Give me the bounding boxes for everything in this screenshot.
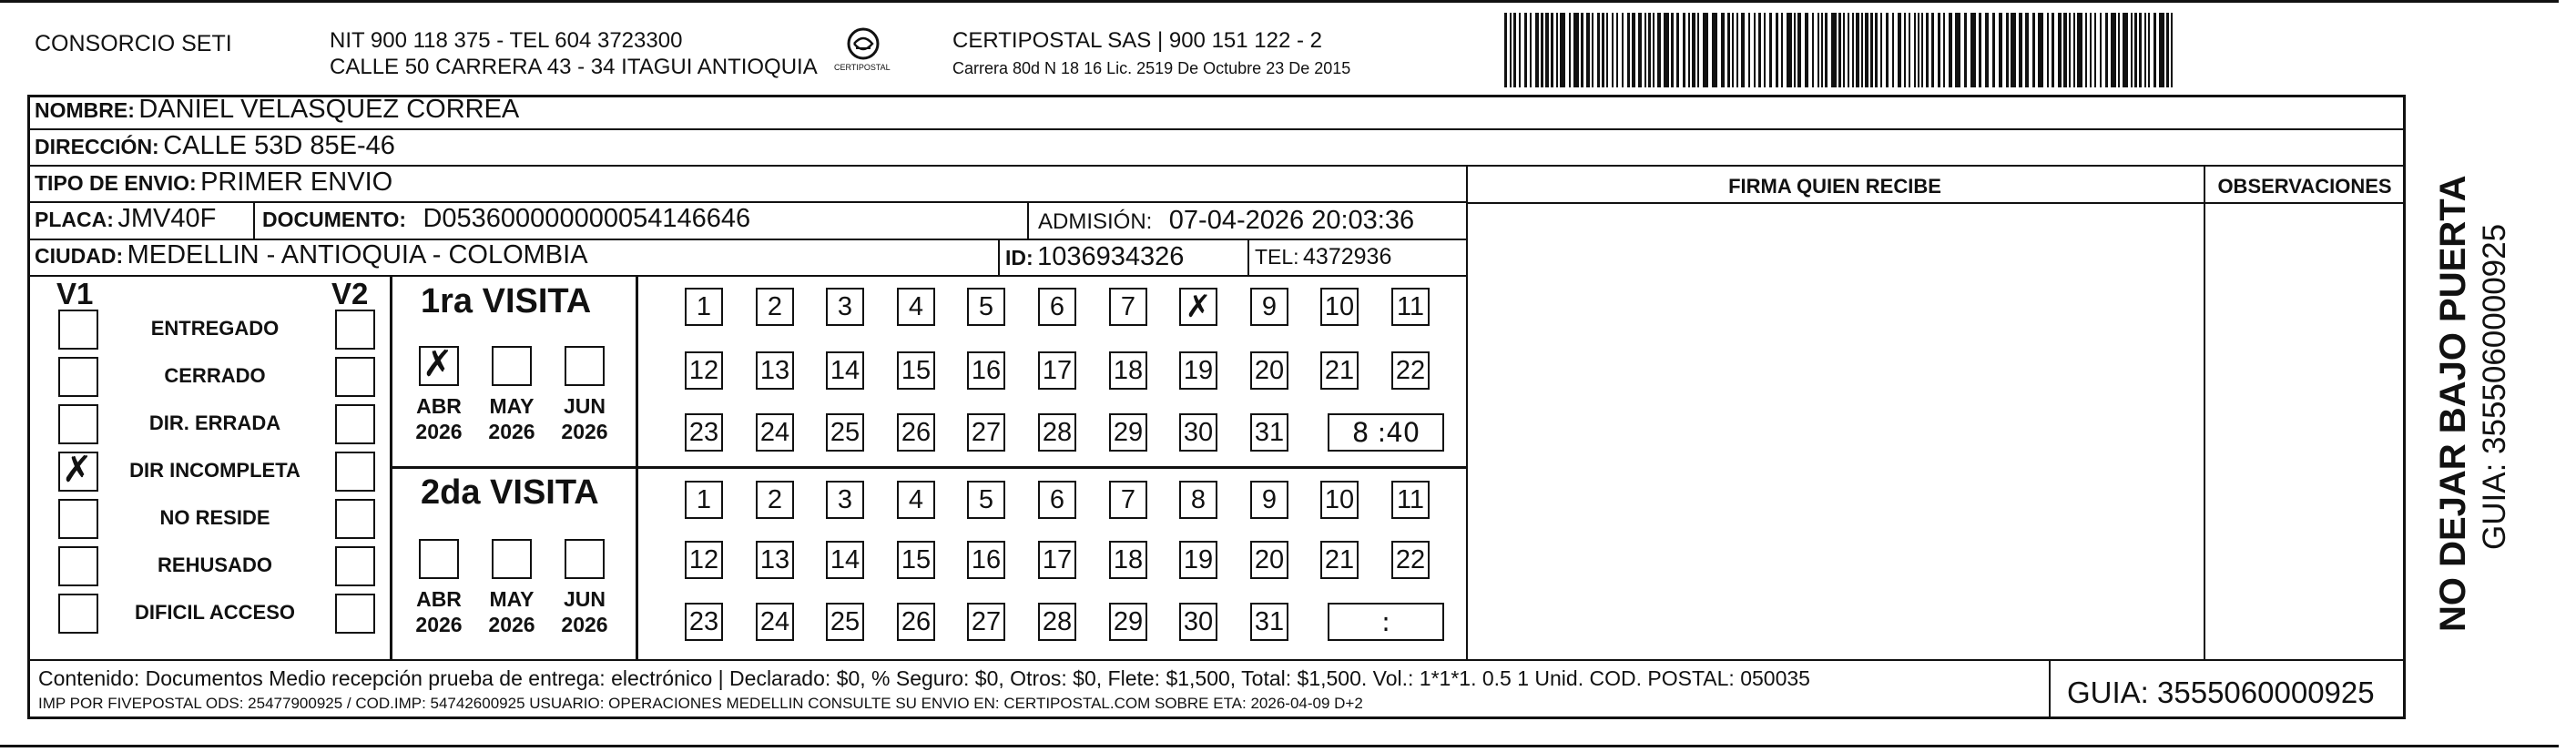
- barcode-bar: [2100, 13, 2102, 87]
- barcode-bar: [1843, 13, 1845, 87]
- barcode-bar: [1898, 13, 1901, 87]
- day-box[interactable]: 13: [756, 351, 794, 390]
- day-box[interactable]: 16: [967, 351, 1005, 390]
- observaciones-header: OBSERVACIONES: [2217, 175, 2392, 198]
- day-box[interactable]: 7: [1109, 288, 1147, 326]
- barcode-bar: [1586, 13, 1590, 87]
- nombre-row: [35, 97, 519, 123]
- v2-checkbox[interactable]: [335, 546, 375, 586]
- footer-guia-divider: [2049, 659, 2051, 719]
- barcode-bar: [1683, 13, 1685, 87]
- status-option-label: DIFICIL ACCESO: [134, 601, 295, 624]
- barcode-bar: [1535, 13, 1539, 87]
- placa-label: PLACA:: [35, 208, 114, 231]
- barcode-bar: [1875, 13, 1878, 87]
- barcode-bar: [1964, 13, 1967, 87]
- month-checkbox[interactable]: [419, 343, 459, 386]
- day-box[interactable]: 19: [1179, 541, 1217, 579]
- barcode-bar: [1622, 13, 1624, 87]
- tel-value: 4372936: [1303, 244, 1392, 269]
- barcode-bar: [1748, 13, 1750, 87]
- logo-text: CERTIPOSTAL: [834, 63, 891, 72]
- ciudad-value: MEDELLIN - ANTIOQUIA - COLOMBIA: [127, 240, 588, 269]
- barcode-bar: [2085, 13, 2087, 87]
- day-box[interactable]: 31: [1250, 413, 1288, 452]
- barcode-bar: [1712, 13, 1717, 87]
- day-box[interactable]: 13: [756, 541, 794, 579]
- barcode-bar: [1794, 13, 1796, 87]
- status-option-label: DIR INCOMPLETA: [129, 459, 300, 482]
- first-visit-title: 1ra VISITA: [421, 282, 592, 320]
- day-box[interactable]: 15: [897, 541, 935, 579]
- barcode-bar: [1821, 13, 1823, 87]
- barcode-bar: [2069, 13, 2071, 87]
- row-line: [27, 165, 2406, 167]
- day-box[interactable]: 28: [1038, 603, 1076, 641]
- barcode-bar: [2094, 13, 2096, 87]
- barcode-bar: [1764, 13, 1766, 87]
- barcode-bar: [2118, 13, 2120, 87]
- side-guia: GUIA: 3555060000925: [2477, 223, 2512, 550]
- v2-checkbox[interactable]: [335, 594, 375, 634]
- barcode-bar: [1721, 13, 1725, 87]
- day-box[interactable]: 11: [1391, 288, 1430, 326]
- row-line: [27, 201, 1468, 203]
- day-box[interactable]: 1: [685, 288, 723, 326]
- barcode-bar: [2105, 13, 2108, 87]
- direccion-value: CALLE 53D 85E-46: [163, 131, 395, 160]
- month-checkbox[interactable]: [492, 346, 532, 386]
- barcode-bar: [1938, 13, 1940, 87]
- barcode-bar: [1727, 13, 1730, 87]
- barcode-bar: [1592, 13, 1593, 87]
- day-box[interactable]: 6: [1038, 288, 1076, 326]
- month-checkbox[interactable]: [419, 539, 459, 579]
- month-checkbox[interactable]: [565, 346, 605, 386]
- barcode-bar: [1865, 13, 1868, 87]
- day-box[interactable]: 18: [1109, 351, 1147, 390]
- day-box[interactable]: 26: [897, 603, 935, 641]
- status-option-label: REHUSADO: [158, 554, 272, 576]
- barcode-bar: [1510, 13, 1512, 87]
- v2-checkbox[interactable]: [335, 499, 375, 539]
- barcode-bar: [1848, 13, 1849, 87]
- v1-checkbox[interactable]: [58, 546, 98, 586]
- ciudad-row: [35, 242, 588, 269]
- firma-header-line: [1466, 202, 2406, 204]
- barcode-bar: [1560, 13, 1565, 87]
- day-box[interactable]: 26: [897, 413, 935, 452]
- row-line: [27, 275, 1468, 277]
- nombre-value: DANIEL VELASQUEZ CORREA: [138, 95, 520, 124]
- barcode-bar: [2032, 13, 2035, 87]
- time-box[interactable]: :: [1328, 603, 1444, 641]
- firma-right-border: [2204, 165, 2205, 661]
- day-box[interactable]: 2: [756, 481, 794, 519]
- day-box[interactable]: 25: [826, 603, 864, 641]
- barcode-bar: [2166, 13, 2169, 87]
- barcode: [1504, 13, 2178, 87]
- day-box[interactable]: 25: [826, 413, 864, 452]
- barcode-bar: [1931, 13, 1934, 87]
- barcode-bar: [1606, 13, 1608, 87]
- barcode-bar: [1999, 13, 2002, 87]
- barcode-bar: [1781, 13, 1783, 87]
- check-mark: ✗: [423, 343, 453, 385]
- day-box[interactable]: 10: [1320, 481, 1359, 519]
- barcode-bar: [2047, 13, 2049, 87]
- tipo-row: [35, 169, 392, 196]
- barcode-bar: [1856, 13, 1859, 87]
- barcode-bar: [1943, 13, 1945, 87]
- status-option-label: CERRADO: [164, 364, 266, 387]
- row-line: [27, 128, 2406, 130]
- barcode-bar: [1664, 13, 1669, 87]
- barcode-bar: [1597, 13, 1600, 87]
- year-label: 2026: [561, 613, 608, 636]
- firma-left-border: [1466, 165, 1468, 661]
- barcode-bar: [2134, 13, 2137, 87]
- status-option-label: NO RESIDE: [159, 506, 270, 529]
- cell-divider: [998, 239, 1000, 275]
- barcode-bar: [1870, 13, 1873, 87]
- barcode-bar: [1541, 13, 1543, 87]
- barcode-bar: [1602, 13, 1604, 87]
- month-label: MAY: [489, 394, 535, 418]
- v1-checkbox[interactable]: [58, 357, 98, 397]
- cell-divider: [1027, 201, 1029, 239]
- v2-checkbox[interactable]: [335, 452, 375, 492]
- day-box[interactable]: 14: [826, 351, 864, 390]
- barcode-bar: [1776, 13, 1778, 87]
- barcode-bar: [1581, 13, 1583, 87]
- status-option-label: ENTREGADO: [150, 317, 280, 340]
- license-line: Carrera 80d N 18 16 Lic. 2519 De Octubre 23 De 2015: [952, 59, 1351, 77]
- day-box[interactable]: 14: [826, 541, 864, 579]
- barcode-bar: [1703, 13, 1708, 87]
- documento-label: DOCUMENTO:: [262, 208, 407, 231]
- day-box[interactable]: 1: [685, 481, 723, 519]
- top-rule: [0, 0, 2559, 3]
- placa-row: [35, 206, 216, 232]
- day-box[interactable]: 17: [1038, 541, 1076, 579]
- day-box[interactable]: 6: [1038, 481, 1076, 519]
- day-box[interactable]: 9: [1250, 481, 1288, 519]
- day-box[interactable]: 27: [967, 413, 1005, 452]
- day-box[interactable]: 7: [1109, 481, 1147, 519]
- day-box[interactable]: 28: [1038, 413, 1076, 452]
- firma-header: FIRMA QUIEN RECIBE: [1728, 175, 1941, 198]
- barcode-bar: [1831, 13, 1837, 87]
- address-line: CALLE 50 CARRERA 43 - 34 ITAGUI ANTIOQUIA: [330, 55, 818, 79]
- day-box[interactable]: 24: [756, 413, 794, 452]
- day-box[interactable]: 3: [826, 288, 864, 326]
- day-box[interactable]: 21: [1320, 351, 1359, 390]
- time-box[interactable]: 8 :40: [1328, 413, 1444, 452]
- day-box[interactable]: 15: [897, 351, 935, 390]
- day-box[interactable]: 22: [1391, 351, 1430, 390]
- nit-line: NIT 900 118 375 - TEL 604 3723300: [330, 28, 683, 53]
- barcode-bar: [1918, 13, 1919, 87]
- nombre-label: NOMBRE:: [35, 98, 135, 122]
- v2-checkbox[interactable]: [335, 310, 375, 350]
- barcode-bar: [1805, 13, 1808, 87]
- year-label: 2026: [415, 420, 463, 443]
- barcode-bar: [1688, 13, 1690, 87]
- day-box[interactable]: 20: [1250, 351, 1288, 390]
- day-box[interactable]: 17: [1038, 351, 1076, 390]
- day-box[interactable]: 23: [685, 603, 723, 641]
- year-label: 2026: [488, 420, 535, 443]
- barcode-bar: [2011, 13, 2016, 87]
- footer-guia: GUIA: 3555060000925: [2067, 676, 2375, 709]
- barcode-bar: [1955, 13, 1960, 87]
- month-label: JUN: [563, 587, 606, 611]
- day-box[interactable]: 5: [967, 288, 1005, 326]
- barcode-bar: [1979, 13, 1981, 87]
- day-box[interactable]: 9: [1250, 288, 1288, 326]
- barcode-bar: [2144, 13, 2146, 87]
- tel-label: TEL:: [1255, 245, 1299, 269]
- day-box[interactable]: 16: [967, 541, 1005, 579]
- barcode-bar: [1556, 13, 1558, 87]
- barcode-bar: [1732, 13, 1734, 87]
- day-box[interactable]: 10: [1320, 288, 1359, 326]
- barcode-bar: [2111, 13, 2116, 87]
- barcode-bar: [1787, 13, 1792, 87]
- barcode-bar: [1653, 13, 1655, 87]
- month-checkbox[interactable]: [565, 539, 605, 579]
- day-box[interactable]: 12: [685, 541, 723, 579]
- v1-label: V1: [56, 277, 94, 310]
- barcode-bar: [1569, 13, 1571, 87]
- v1-checkbox[interactable]: [58, 310, 98, 350]
- barcode-bar: [1657, 13, 1661, 87]
- v2-checkbox[interactable]: [335, 404, 375, 444]
- day-box[interactable]: 11: [1391, 481, 1430, 519]
- barcode-bar: [2038, 13, 2043, 87]
- barcode-bar: [2153, 13, 2156, 87]
- day-box[interactable]: 31: [1250, 603, 1288, 641]
- barcode-bar: [2073, 13, 2075, 87]
- day-box[interactable]: 3: [826, 481, 864, 519]
- barcode-bar: [2019, 13, 2022, 87]
- day-box[interactable]: 4: [897, 288, 935, 326]
- documento-value: D053600000000054146646: [423, 204, 751, 233]
- barcode-bar: [1627, 13, 1630, 87]
- barcode-bar: [2063, 13, 2067, 87]
- day-box[interactable]: 5: [967, 481, 1005, 519]
- year-label: 2026: [488, 613, 535, 636]
- day-box[interactable]: 12: [685, 351, 723, 390]
- second-visit-title: 2da VISITA: [421, 473, 599, 512]
- barcode-bar: [2025, 13, 2029, 87]
- day-box[interactable]: 24: [756, 603, 794, 641]
- day-box[interactable]: 29: [1109, 603, 1147, 641]
- barcode-bar: [1970, 13, 1976, 87]
- barcode-bar: [1949, 13, 1952, 87]
- day-box[interactable]: 21: [1320, 541, 1359, 579]
- month-label: MAY: [489, 587, 535, 611]
- certipostal-logo: [830, 24, 896, 78]
- barcode-bar: [1504, 13, 1507, 87]
- id-row: [1005, 244, 1184, 270]
- barcode-bar: [1648, 13, 1651, 87]
- barcode-bar: [1797, 13, 1801, 87]
- barcode-bar: [1612, 13, 1614, 87]
- v2-checkbox[interactable]: [335, 357, 375, 397]
- ciudad-label: CIUDAD:: [35, 244, 124, 268]
- direccion-label: DIRECCIÓN:: [35, 135, 159, 158]
- barcode-bar: [1632, 13, 1635, 87]
- barcode-bar: [1909, 13, 1910, 87]
- barcode-bar: [1697, 13, 1699, 87]
- barcode-bar: [1769, 13, 1772, 87]
- day-box[interactable]: 2: [756, 288, 794, 326]
- barcode-bar: [1812, 13, 1814, 87]
- barcode-bar: [2006, 13, 2009, 87]
- barcode-bar: [1861, 13, 1863, 87]
- id-label: ID:: [1005, 246, 1033, 269]
- day-box-checked[interactable]: ✗: [1179, 288, 1217, 326]
- barcode-bar: [1736, 13, 1738, 87]
- day-box[interactable]: 4: [897, 481, 935, 519]
- barcode-bar: [1545, 13, 1549, 87]
- barcode-bar: [1817, 13, 1819, 87]
- barcode-bar: [1758, 13, 1761, 87]
- month-checkbox[interactable]: [492, 539, 532, 579]
- v2-label: V2: [331, 277, 369, 310]
- direccion-row: [35, 133, 395, 159]
- status-option-label: DIR. ERRADA: [148, 412, 281, 434]
- barcode-bar: [2123, 13, 2128, 87]
- v1-checkbox[interactable]: [58, 594, 98, 634]
- imp-line: IMP POR FIVEPOSTAL ODS: 25477900925 / COD.IMP: 54742600925 USUARIO: OPERACIONES MEDELLIN CONSULTE SU ENVIO EN: CERTIPOSTAL.COM SOBRE ETA: 2026-04-09 D+2: [38, 695, 1363, 712]
- month-label: ABR: [416, 587, 462, 611]
- barcode-bar: [1892, 13, 1894, 87]
- barcode-bar: [1926, 13, 1929, 87]
- barcode-bar: [1921, 13, 1923, 87]
- barcode-bar: [1530, 13, 1532, 87]
- visit-divider: [390, 466, 1466, 469]
- id-value: 1036934326: [1037, 242, 1185, 271]
- barcode-bar: [1573, 13, 1579, 87]
- barcode-bar: [1551, 13, 1553, 87]
- barcode-bar: [2077, 13, 2082, 87]
- barcode-bar: [1671, 13, 1674, 87]
- barcode-bar: [1513, 13, 1516, 87]
- barcode-bar: [2139, 13, 2142, 87]
- tel-row: [1255, 246, 1391, 269]
- admision-value: 07-04-2026 20:03:36: [1168, 206, 1415, 235]
- day-box[interactable]: 30: [1179, 413, 1217, 452]
- v1-checkbox[interactable]: [58, 404, 98, 444]
- company-name: CONSORCIO SETI: [35, 31, 232, 56]
- month-label: JUN: [563, 394, 606, 418]
- day-box[interactable]: 8: [1179, 481, 1217, 519]
- check-mark: ✗: [62, 449, 93, 491]
- admision-row: [1038, 208, 1414, 234]
- bottom-rule: [0, 745, 2559, 747]
- barcode-bar: [1741, 13, 1745, 87]
- barcode-bar: [2052, 13, 2054, 87]
- tipo-value: PRIMER ENVIO: [200, 168, 393, 197]
- v1-checkbox[interactable]: [58, 449, 98, 492]
- barcode-bar: [1880, 13, 1882, 87]
- barcode-bar: [1838, 13, 1841, 87]
- barcode-bar: [2148, 13, 2150, 87]
- barcode-bar: [1992, 13, 1995, 87]
- year-label: 2026: [415, 613, 463, 636]
- barcode-bar: [1524, 13, 1527, 87]
- barcode-bar: [2058, 13, 2062, 87]
- v1-checkbox[interactable]: [58, 499, 98, 539]
- barcode-bar: [2131, 13, 2133, 87]
- certipostal-line: CERTIPOSTAL SAS | 900 151 122 - 2: [952, 28, 1322, 53]
- day-box[interactable]: 18: [1109, 541, 1147, 579]
- cell-divider: [1247, 239, 1249, 275]
- day-box[interactable]: 30: [1179, 603, 1217, 641]
- barcode-bar: [1638, 13, 1642, 87]
- barcode-bar: [1692, 13, 1695, 87]
- day-box[interactable]: 19: [1179, 351, 1217, 390]
- barcode-bar: [1852, 13, 1854, 87]
- barcode-bar: [1616, 13, 1618, 87]
- barcode-bar: [1904, 13, 1906, 87]
- cell-divider: [253, 201, 255, 239]
- contenido-line: Contenido: Documentos Medio recepción prueba de entrega: electrónico | Declarado: $0, % Seguro: $0, Otros: $0, Flete: $1,500, Total: $1,500. Vol.: 1*1*1. 0.5 1 Unid. COD. POSTAL: 050035: [38, 666, 1810, 690]
- admision-label: ADMISIÓN:: [1038, 209, 1153, 234]
- barcode-bar: [2159, 13, 2164, 87]
- day-box[interactable]: 23: [685, 413, 723, 452]
- barcode-bar: [1754, 13, 1756, 87]
- side-warning: NO DEJAR BAJO PUERTA: [2433, 175, 2473, 632]
- barcode-bar: [2090, 13, 2092, 87]
- barcode-bar: [1985, 13, 1989, 87]
- barcode-bar: [1914, 13, 1916, 87]
- month-label: ABR: [416, 394, 462, 418]
- day-box[interactable]: 22: [1391, 541, 1430, 579]
- tipo-label: TIPO DE ENVIO:: [35, 171, 197, 195]
- barcode-bar: [2171, 13, 2173, 87]
- day-box[interactable]: 29: [1109, 413, 1147, 452]
- year-label: 2026: [561, 420, 608, 443]
- barcode-bar: [1886, 13, 1889, 87]
- day-box[interactable]: 27: [967, 603, 1005, 641]
- placa-value: JMV40F: [117, 204, 217, 233]
- documento-row: [262, 206, 750, 232]
- barcode-bar: [1519, 13, 1521, 87]
- barcode-bar: [1676, 13, 1679, 87]
- day-box[interactable]: 20: [1250, 541, 1288, 579]
- barcode-bar: [1825, 13, 1828, 87]
- barcode-bar: [1644, 13, 1646, 87]
